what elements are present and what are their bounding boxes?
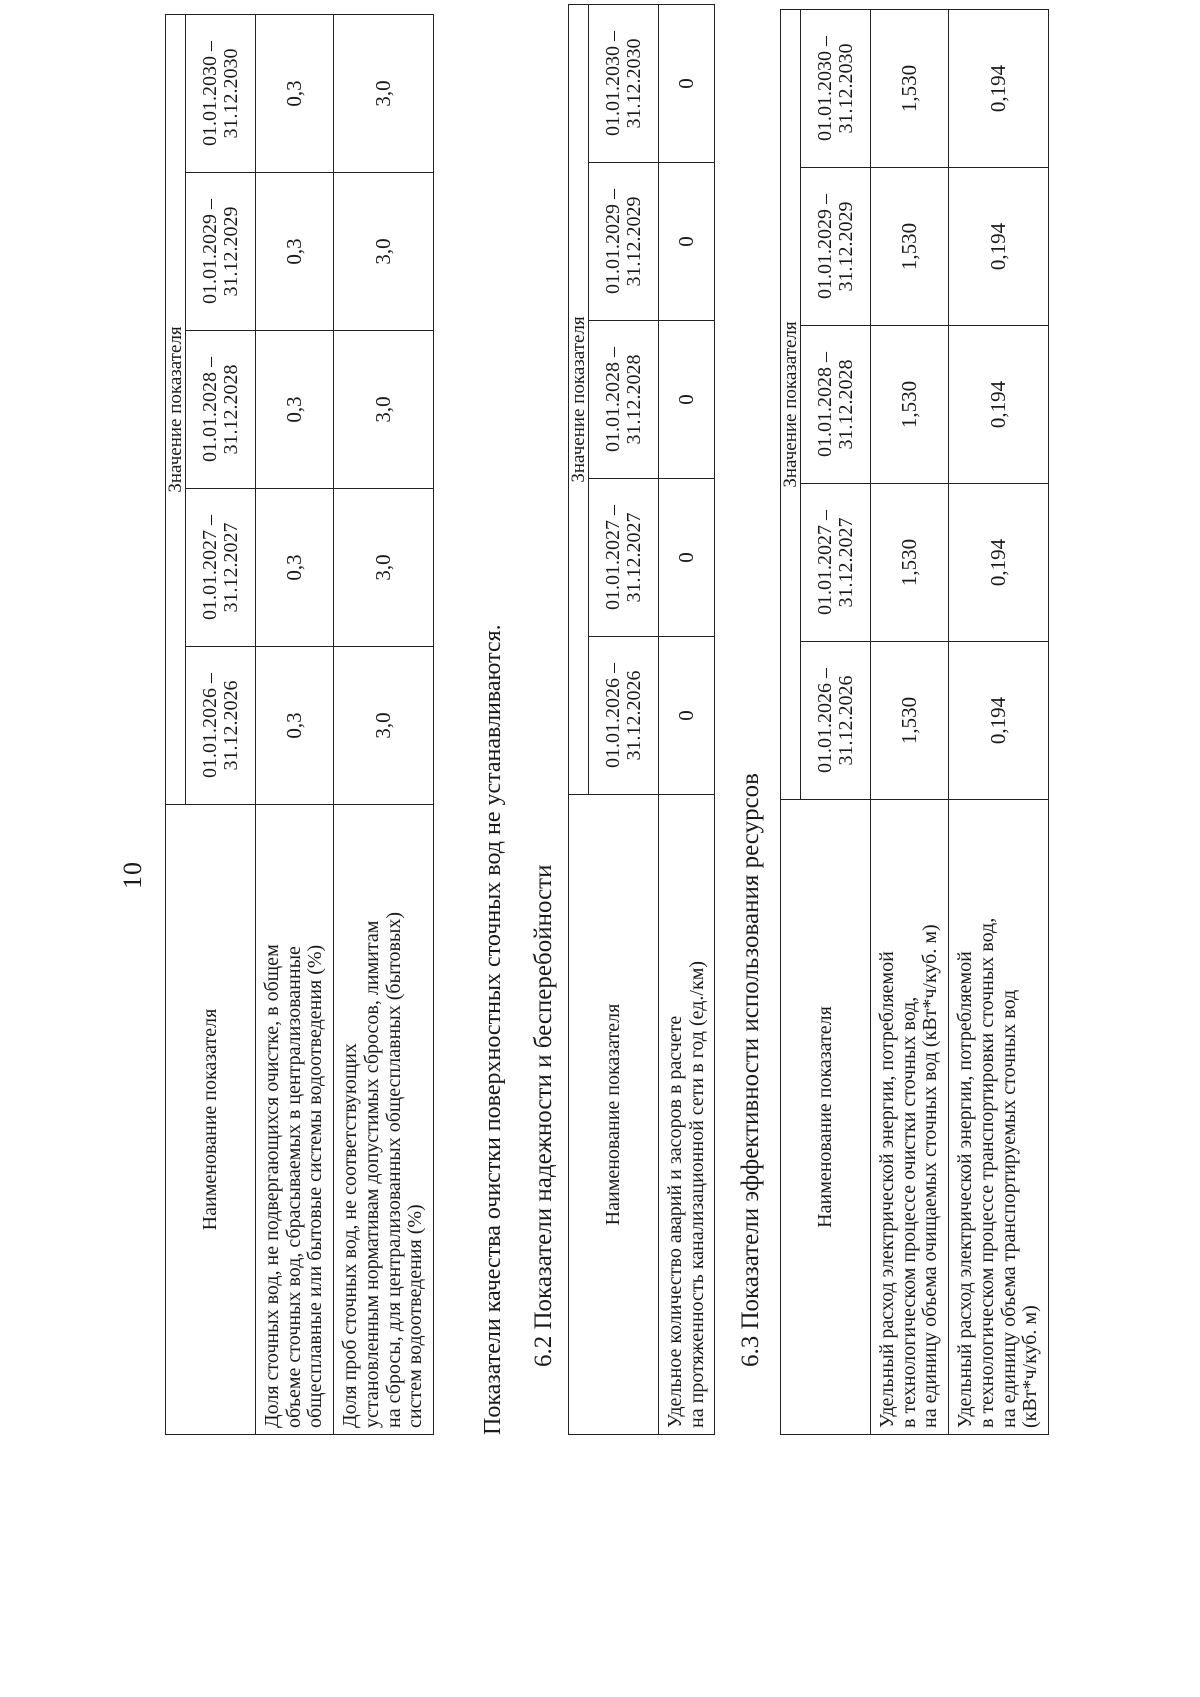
table-row: [334, 14, 434, 1434]
indicator-value: 0,3: [256, 647, 334, 805]
indicator-value: 0: [659, 479, 715, 637]
indicator-value: 3,0: [334, 331, 434, 489]
header-indicator-value: Значение показателя: [781, 9, 801, 799]
indicator-value: 3,0: [334, 173, 434, 331]
indicator-value: 0: [659, 637, 715, 795]
period-header: 01.01.2028 – 31.12.2028: [801, 326, 871, 484]
indicator-value: 3,0: [334, 647, 434, 805]
header-indicator-name: Наименование показателя: [166, 805, 256, 1435]
section-heading-reliability: 6.2 Показатели надежности и бесперебойности: [530, 864, 557, 1367]
table-row: [256, 14, 334, 1434]
header-indicator-value: Значение показателя: [569, 4, 589, 794]
period-header: 01.01.2029 – 31.12.2029: [801, 168, 871, 326]
section-heading-efficiency: 6.3 Показатели эффективности использования ресурсов: [737, 773, 764, 1367]
indicator-value: 0,194: [949, 484, 1049, 642]
header-indicator-name: Наименование показателя: [569, 795, 659, 1435]
indicator-name: Доля сточных вод, не подвергающихся очистке, в общем объеме сточных вод, сбрасываемых в централизованные общесплавные или бытовые системы водоотведения (%): [256, 805, 334, 1435]
period-header: 01.01.2030 – 31.12.2030: [589, 4, 659, 162]
indicator-value: 0,194: [949, 642, 1049, 800]
indicator-value: 1,530: [871, 326, 949, 484]
indicator-value: 0,194: [949, 9, 1049, 167]
indicator-value: 1,530: [871, 168, 949, 326]
table-row: [949, 9, 1049, 1434]
header-indicator-name: Наименование показателя: [781, 800, 871, 1435]
period-header: 01.01.2026 – 31.12.2026: [589, 637, 659, 795]
indicator-name: Удельное количество аварий и засоров в расчете на протяженность канализационной сети в год (ед./км): [659, 795, 715, 1435]
reliability-indicators-table: [568, 4, 715, 1435]
table-row: [659, 4, 715, 1434]
surface-water-note: Показатели качества очистки поверхностных сточных вод не устанавливаются.: [480, 624, 506, 1435]
efficiency-indicators-table: [780, 9, 1049, 1435]
period-header: 01.01.2026 – 31.12.2026: [801, 642, 871, 800]
period-header: 01.01.2030 – 31.12.2030: [801, 9, 871, 167]
period-header: 01.01.2027 – 31.12.2027: [186, 489, 256, 647]
period-header: 01.01.2028 – 31.12.2028: [589, 321, 659, 479]
period-header: 01.01.2030 – 31.12.2030: [186, 14, 256, 172]
indicator-name: Удельный расход электрической энергии, потребляемой в технологическом процессе транспортировки сточных вод, на единицу объема транспортируемых сточных вод (кВт*ч/куб. м): [949, 800, 1049, 1435]
quality-indicators-table: [165, 14, 434, 1435]
period-header: 01.01.2028 – 31.12.2028: [186, 331, 256, 489]
indicator-value: 1,530: [871, 9, 949, 167]
indicator-value: 0,3: [256, 14, 334, 172]
table-row: [871, 9, 949, 1434]
indicator-name: Доля проб сточных вод, не соответствующих установленным нормативам допустимых сбросов, лимитам на сбросы, для централизованных общесплавных (бытовых) систем водоотведения (%): [334, 805, 434, 1435]
period-header: 01.01.2026 – 31.12.2026: [186, 647, 256, 805]
period-header: 01.01.2029 – 31.12.2029: [186, 173, 256, 331]
indicator-value: 0,3: [256, 489, 334, 647]
indicator-value: 0,3: [256, 173, 334, 331]
header-indicator-value: Значение показателя: [166, 14, 186, 804]
indicator-value: 0: [659, 4, 715, 162]
indicator-value: 3,0: [334, 14, 434, 172]
indicator-value: 1,530: [871, 484, 949, 642]
indicator-value: 0: [659, 321, 715, 479]
page-number: 10: [118, 861, 147, 889]
indicator-value: 0,194: [949, 326, 1049, 484]
period-header: 01.01.2029 – 31.12.2029: [589, 163, 659, 321]
period-header: 01.01.2027 – 31.12.2027: [801, 484, 871, 642]
indicator-name: Удельный расход электрической энергии, потребляемой в технологическом процессе очистки сточных вод, на единицу объема очищаемых сточных вод (кВт*ч/куб. м): [871, 800, 949, 1435]
indicator-value: 0,3: [256, 331, 334, 489]
indicator-value: 1,530: [871, 642, 949, 800]
indicator-value: 3,0: [334, 489, 434, 647]
period-header: 01.01.2027 – 31.12.2027: [589, 479, 659, 637]
indicator-value: 0,194: [949, 168, 1049, 326]
indicator-value: 0: [659, 163, 715, 321]
